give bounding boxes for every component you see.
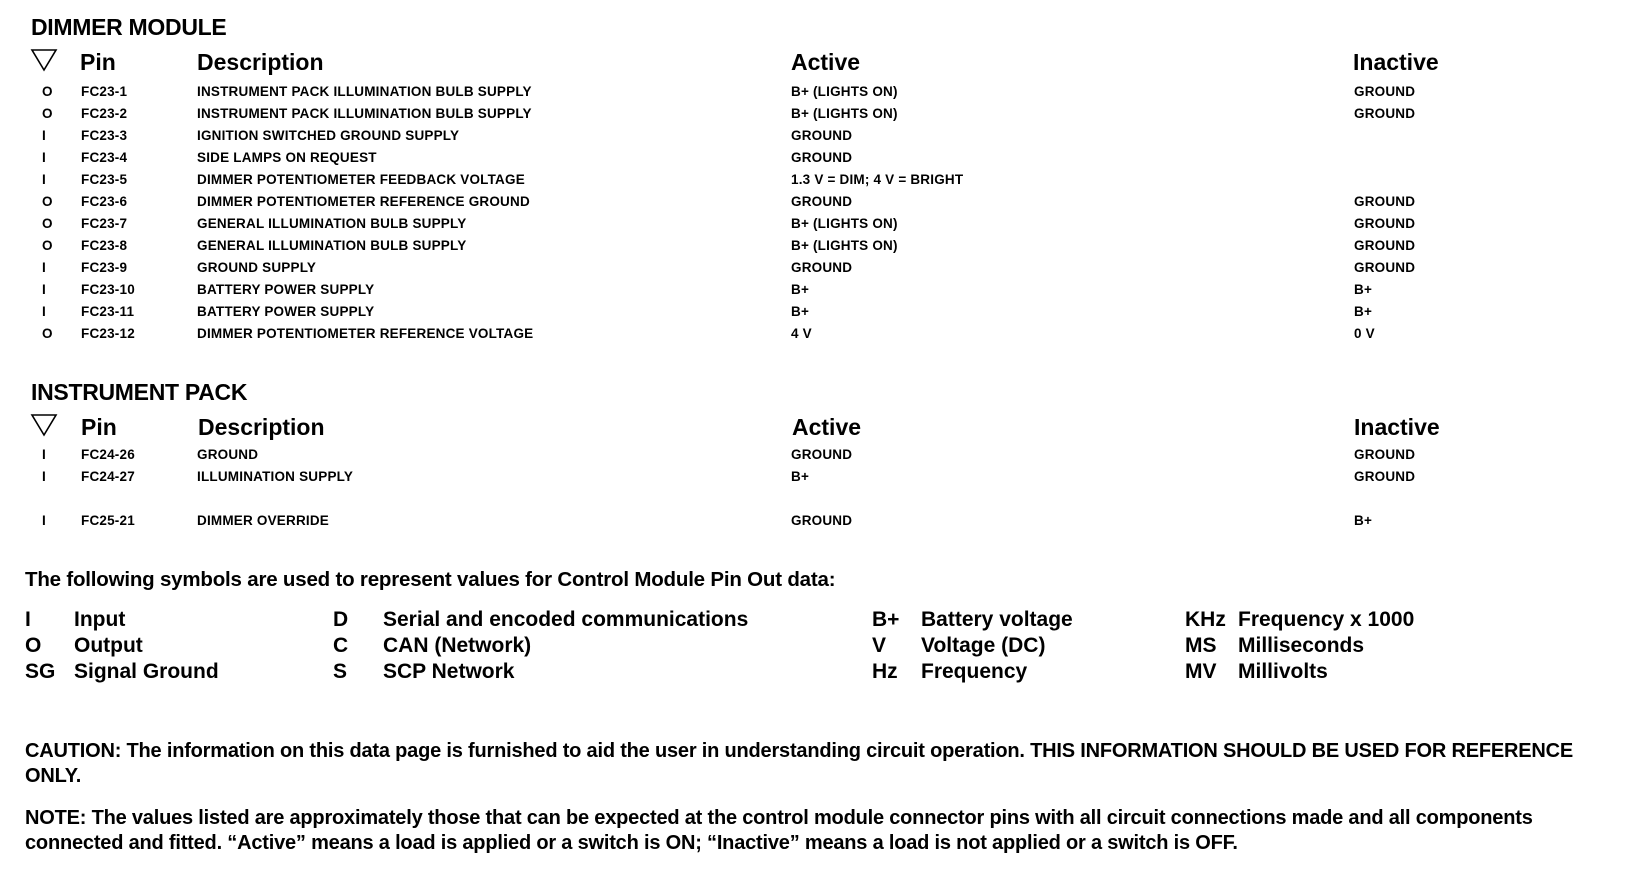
pin-cell: FC24-26 [81, 447, 135, 462]
legend-description: Battery voltage [921, 608, 1073, 631]
description-cell: DIMMER POTENTIOMETER FEEDBACK VOLTAGE [197, 172, 525, 187]
legend-description: Input [74, 608, 126, 631]
io-cell: I [42, 447, 46, 462]
io-cell: I [42, 513, 46, 528]
active-cell: 4 V [791, 326, 812, 341]
table-row [0, 326, 1648, 348]
io-cell: O [42, 106, 53, 121]
io-cell: I [42, 150, 46, 165]
inactive-cell: GROUND [1354, 447, 1416, 462]
pin-column-header: Pin [80, 49, 116, 75]
active-cell: B+ [791, 304, 810, 319]
signal-direction-icon [30, 413, 58, 437]
table-row [0, 238, 1648, 260]
pin-cell: FC23-2 [81, 106, 128, 121]
active-cell: B+ (LIGHTS ON) [791, 84, 898, 99]
io-cell: O [42, 216, 53, 231]
description-cell: GROUND [197, 447, 259, 462]
legend-symbol: O [25, 634, 42, 657]
table-row [0, 260, 1648, 282]
legend-symbol: SG [25, 660, 56, 683]
inactive-column-header: Inactive [1354, 414, 1440, 440]
pin-cell: FC23-1 [81, 84, 128, 99]
instrument-pack-title: INSTRUMENT PACK [31, 379, 248, 405]
pin-cell: FC23-7 [81, 216, 128, 231]
io-cell: O [42, 238, 53, 253]
legend-description: Millivolts [1238, 660, 1328, 683]
legend-symbol: S [333, 660, 348, 683]
inactive-cell: B+ [1354, 513, 1373, 528]
table-row [0, 469, 1648, 491]
signal-direction-icon [30, 48, 58, 72]
pin-cell: FC23-10 [81, 282, 135, 297]
description-cell: GROUND SUPPLY [197, 260, 317, 275]
inactive-cell: GROUND [1354, 84, 1416, 99]
description-cell: IGNITION SWITCHED GROUND SUPPLY [197, 128, 460, 143]
inactive-cell: GROUND [1354, 238, 1416, 253]
note-text: NOTE: The values listed are approximately those that can be expected at the control module connector pins with all circuit connections made and all components connected and fitted. “Active” means a load is applied or a switch is ON; “Inactive” means a load is not applied or a switch is OFF. [25, 807, 1533, 854]
io-cell: I [42, 172, 46, 187]
pin-cell: FC23-4 [81, 150, 128, 165]
description-cell: SIDE LAMPS ON REQUEST [197, 150, 377, 165]
inactive-cell: GROUND [1354, 194, 1416, 209]
description-cell: ILLUMINATION SUPPLY [197, 469, 354, 484]
pin-cell: FC23-5 [81, 172, 128, 187]
legend-description: Serial and encoded communications [383, 608, 749, 631]
legend-description: Frequency x 1000 [1238, 608, 1415, 631]
table-row [0, 216, 1648, 238]
description-cell: DIMMER OVERRIDE [197, 513, 330, 528]
active-cell: GROUND [791, 260, 853, 275]
io-cell: I [42, 282, 46, 297]
legend-description: SCP Network [383, 660, 515, 683]
description-cell: INSTRUMENT PACK ILLUMINATION BULB SUPPLY [197, 106, 532, 121]
legend-symbol: Hz [872, 660, 898, 683]
pin-cell: FC23-9 [81, 260, 128, 275]
legend-symbol: D [333, 608, 349, 631]
legend-description: Output [74, 634, 143, 657]
legend-symbol: MV [1185, 660, 1217, 683]
active-cell: GROUND [791, 128, 853, 143]
active-cell: B+ (LIGHTS ON) [791, 238, 898, 253]
inactive-column-header: Inactive [1353, 49, 1439, 75]
dimmer-module-title: DIMMER MODULE [31, 14, 227, 40]
io-cell: O [42, 84, 53, 99]
legend-description: CAN (Network) [383, 634, 532, 657]
table-row [0, 282, 1648, 304]
table-row [0, 194, 1648, 216]
active-column-header: Active [791, 49, 861, 75]
table-row [0, 128, 1648, 150]
description-cell: BATTERY POWER SUPPLY [197, 282, 375, 297]
active-cell: GROUND [791, 194, 853, 209]
description-cell: BATTERY POWER SUPPLY [197, 304, 375, 319]
inactive-cell: GROUND [1354, 260, 1416, 275]
legend-description: Signal Ground [74, 660, 219, 683]
table-row [0, 304, 1648, 326]
legend-symbol: I [25, 608, 31, 631]
table-row [0, 447, 1648, 469]
legend-symbol: V [872, 634, 887, 657]
description-cell: INSTRUMENT PACK ILLUMINATION BULB SUPPLY [197, 84, 532, 99]
legend-symbol: KHz [1185, 608, 1226, 631]
inactive-cell: GROUND [1354, 106, 1416, 121]
legend-symbol: C [333, 634, 349, 657]
pin-cell: FC25-21 [81, 513, 135, 528]
legend-description: Frequency [921, 660, 1028, 683]
caution-text: CAUTION: The information on this data page is furnished to aid the user in understanding circuit operation. THIS INFORMATION SHOULD BE USED FOR REFERENCE ONLY. [25, 740, 1573, 787]
description-cell: GENERAL ILLUMINATION BULB SUPPLY [197, 238, 467, 253]
legend-description: Milliseconds [1238, 634, 1365, 657]
table-row [0, 172, 1648, 194]
pin-cell: FC23-11 [81, 304, 135, 319]
active-cell: 1.3 V = DIM; 4 V = BRIGHT [791, 172, 964, 187]
io-cell: O [42, 326, 53, 341]
description-cell: DIMMER POTENTIOMETER REFERENCE GROUND [197, 194, 530, 209]
active-cell: B+ (LIGHTS ON) [791, 216, 898, 231]
legend-description: Voltage (DC) [921, 634, 1046, 657]
table-row [0, 150, 1648, 172]
io-cell: I [42, 469, 46, 484]
pin-cell: FC24-27 [81, 469, 135, 484]
inactive-cell: GROUND [1354, 216, 1416, 231]
table-row [0, 513, 1648, 535]
inactive-cell: 0 V [1354, 326, 1375, 341]
legend-symbol: MS [1185, 634, 1217, 657]
active-cell: GROUND [791, 150, 853, 165]
inactive-cell: GROUND [1354, 469, 1416, 484]
description-column-header: Description [197, 49, 324, 75]
inactive-cell: B+ [1354, 304, 1373, 319]
active-cell: B+ [791, 469, 810, 484]
description-column-header: Description [198, 414, 325, 440]
active-cell: GROUND [791, 513, 853, 528]
table-row [0, 106, 1648, 128]
active-cell: B+ [791, 282, 810, 297]
active-cell: B+ (LIGHTS ON) [791, 106, 898, 121]
active-column-header: Active [792, 414, 862, 440]
inactive-cell: B+ [1354, 282, 1373, 297]
description-cell: GENERAL ILLUMINATION BULB SUPPLY [197, 216, 467, 231]
pin-cell: FC23-12 [81, 326, 135, 341]
active-cell: GROUND [791, 447, 853, 462]
legend-heading: The following symbols are used to represent values for Control Module Pin Out data: [25, 568, 836, 591]
pin-cell: FC23-3 [81, 128, 128, 143]
io-cell: I [42, 128, 46, 143]
io-cell: I [42, 304, 46, 319]
table-row [0, 84, 1648, 106]
legend-symbol: B+ [872, 608, 900, 631]
pin-cell: FC23-8 [81, 238, 128, 253]
io-cell: I [42, 260, 46, 275]
pin-cell: FC23-6 [81, 194, 128, 209]
pin-column-header: Pin [81, 414, 117, 440]
io-cell: O [42, 194, 53, 209]
description-cell: DIMMER POTENTIOMETER REFERENCE VOLTAGE [197, 326, 534, 341]
